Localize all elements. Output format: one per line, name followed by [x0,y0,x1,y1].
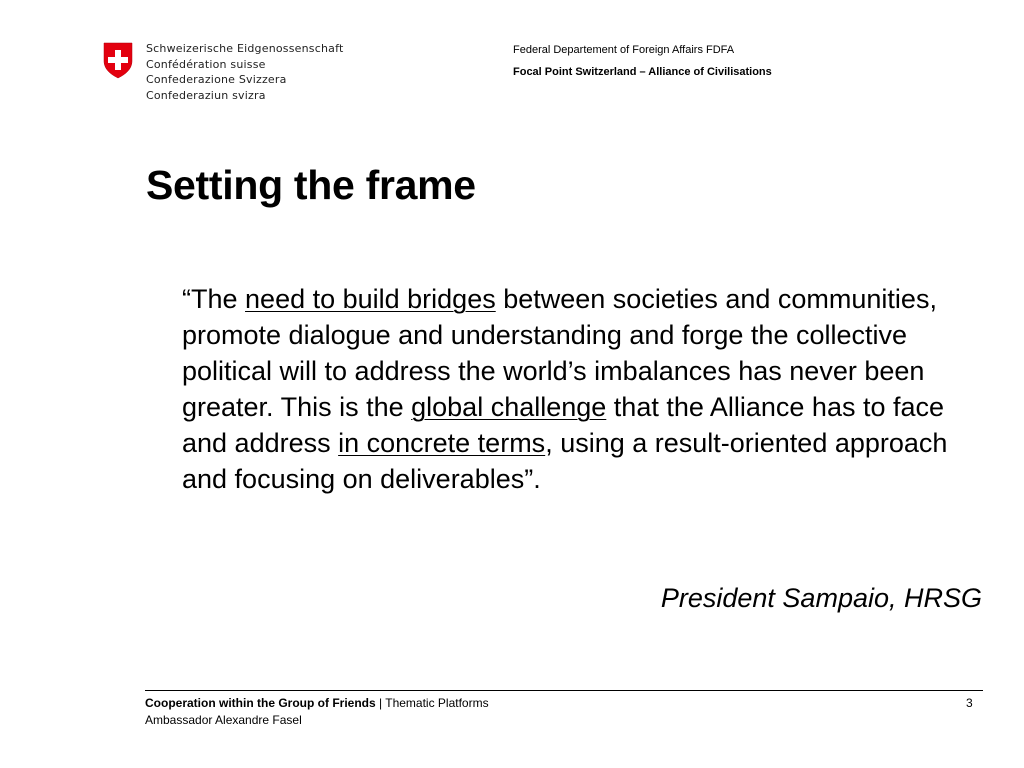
name-french: Confédération suisse [146,57,266,71]
quote-part-1: “The [182,284,246,314]
quote-attribution: President Sampaio, HRSG [660,583,982,613]
name-romansh: Confederaziun svizra [146,88,266,102]
footer-title [145,696,489,710]
quote-part-4: , using a result-oriented approach and focusing on deliverables”. [182,428,948,494]
slide-title: Setting the frame [146,162,476,208]
footer-title-bold: Cooperation within the Group of Friends [145,696,376,710]
quote-part-2: between societies and communities, promote dialogue and understanding and forge the collective political will to address the world’s imbalances has never been greater. This is the [182,284,937,422]
confederation-names [146,41,343,103]
quote-underline-1: need to build bridges [245,284,496,314]
department-header: Federal Departement of Foreign Affairs FDFA [513,44,735,56]
quote-text [182,281,952,497]
footer-divider [145,690,983,691]
quote-underline-2: global challenge [411,392,607,422]
quote-part-3: that the Alliance has to face and address [182,392,945,458]
name-italian: Confederazione Svizzera [146,73,287,86]
footer-title-rest: Thematic Platforms [385,696,489,710]
swiss-cross-icon [102,42,134,84]
focal-point-header: Focal Point Switzerland – Alliance of Civilisations [513,66,772,78]
footer-author: Ambassador Alexandre Fasel [145,713,302,727]
name-german: Schweizerische Eidgenossenschaft [146,42,344,55]
page-number: 3 [966,696,973,710]
quote-underline-3: in concrete terms [338,428,546,458]
footer-separator: | [375,696,386,710]
